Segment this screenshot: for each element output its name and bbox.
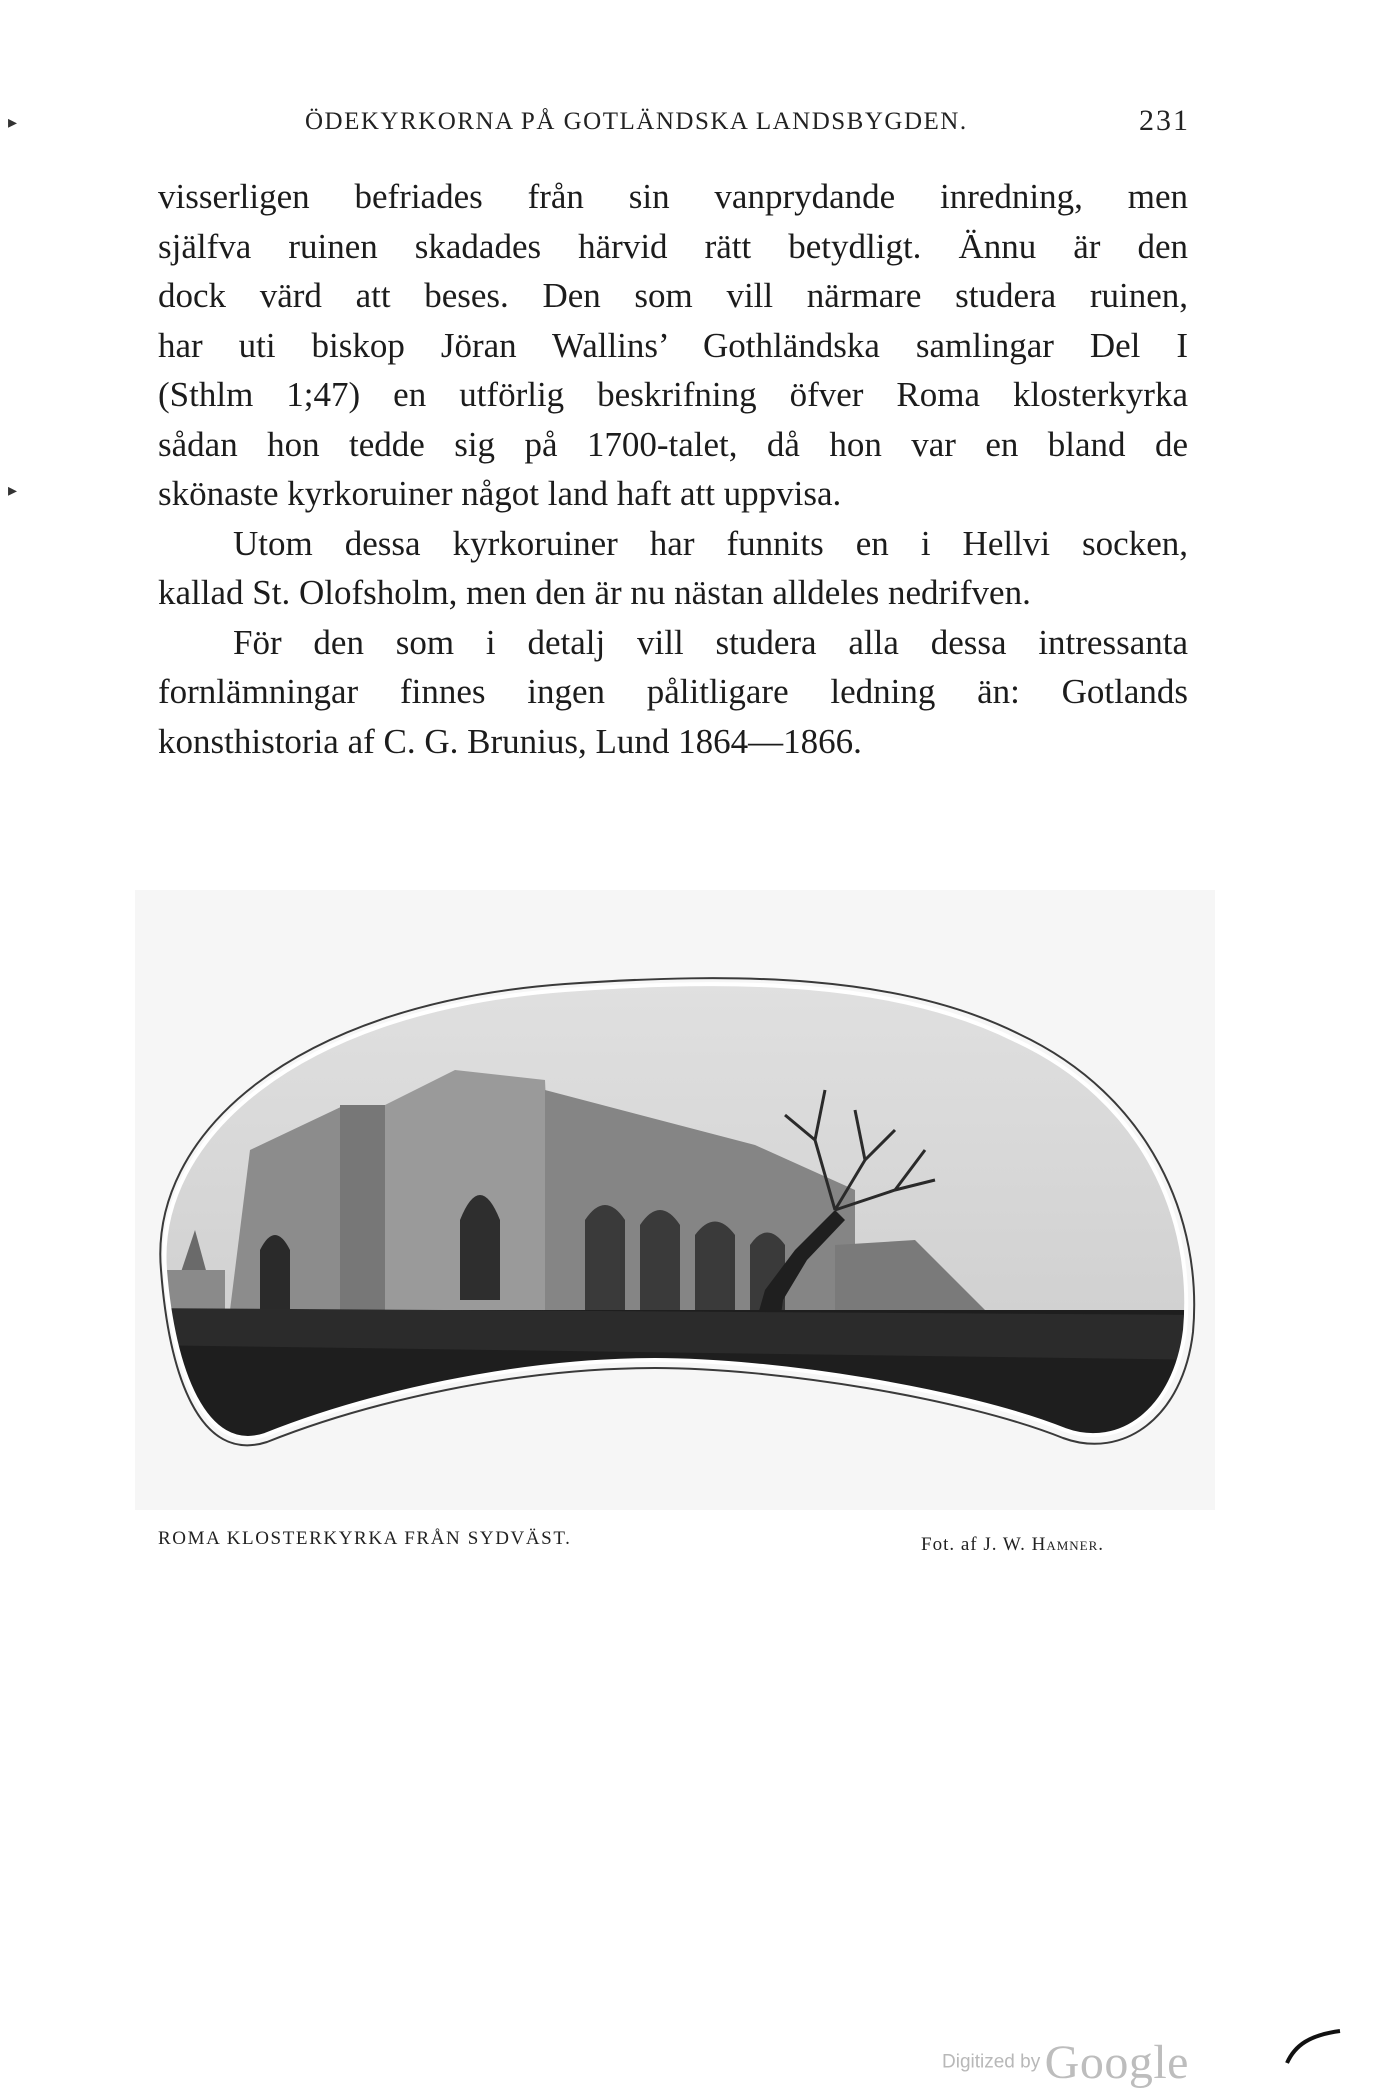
- watermark-google-logo: Google: [1044, 2036, 1189, 2089]
- paragraph-3: [158, 618, 1188, 767]
- corner-pen-mark: [1285, 2025, 1345, 2065]
- text-line: Utom dessa kyrkoruiner har funnits en i Hellvi socken,: [233, 523, 1188, 563]
- text-line: konsthistoria af C. G. Brunius, Lund 1864—1866.: [158, 721, 862, 761]
- paragraph-2: [158, 519, 1188, 618]
- text-line: sådan hon tedde sig på 1700-talet, då hon var en bland de: [158, 424, 1188, 464]
- text-line: skönaste kyrkoruiner något land haft att uppvisa.: [158, 474, 842, 513]
- text-line: kallad St. Olofsholm, men den är nu nästan alldeles nedrifven.: [158, 573, 1031, 612]
- text-line: visserligen befriades från sin vanprydande inredning, men: [158, 177, 1188, 216]
- margin-mark: ▸: [8, 112, 18, 132]
- text-line: (Sthlm 1;47) en utförlig beskrifning öfver Roma klosterkyrka: [158, 375, 1188, 414]
- watermark-digitized-by: Digitized by: [942, 2051, 1041, 2073]
- running-title: ÖDEKYRKORNA PÅ GOTLÄNDSKA LANDSBYGDEN.: [305, 108, 968, 135]
- body-text: [158, 172, 1188, 766]
- church-ruin-photograph: [135, 890, 1215, 1510]
- text-line: fornlämningar finnes ingen pålitligare ledning än: Gotlands: [158, 672, 1188, 711]
- figure-caption: ROMA KLOSTERKYRKA FRÅN SYDVÄST.: [158, 1528, 572, 1549]
- margin-mark: ▸: [8, 480, 18, 500]
- paragraph-1: [158, 172, 1188, 519]
- page-header: [155, 100, 1190, 140]
- page-number: 231: [1139, 104, 1190, 137]
- text-line: dock värd att beses. Den som vill närmare studera ruinen,: [158, 276, 1188, 315]
- text-line: själfva ruinen skadades härvid rätt betydligt. Ännu är den: [158, 226, 1188, 266]
- text-line: För den som i detalj vill studera alla dessa intressanta: [233, 622, 1188, 662]
- text-line: har uti biskop Jöran Wallins’ Gothländska samlingar Del I: [158, 325, 1188, 365]
- google-watermark: [942, 2035, 1189, 2089]
- photo-credit-prefix: Fot. af J. W.: [921, 1534, 1032, 1555]
- photo-credit: [921, 1534, 1104, 1556]
- photo-illustration: [135, 890, 1215, 1510]
- photo-credit-name: Hamner.: [1031, 1534, 1105, 1555]
